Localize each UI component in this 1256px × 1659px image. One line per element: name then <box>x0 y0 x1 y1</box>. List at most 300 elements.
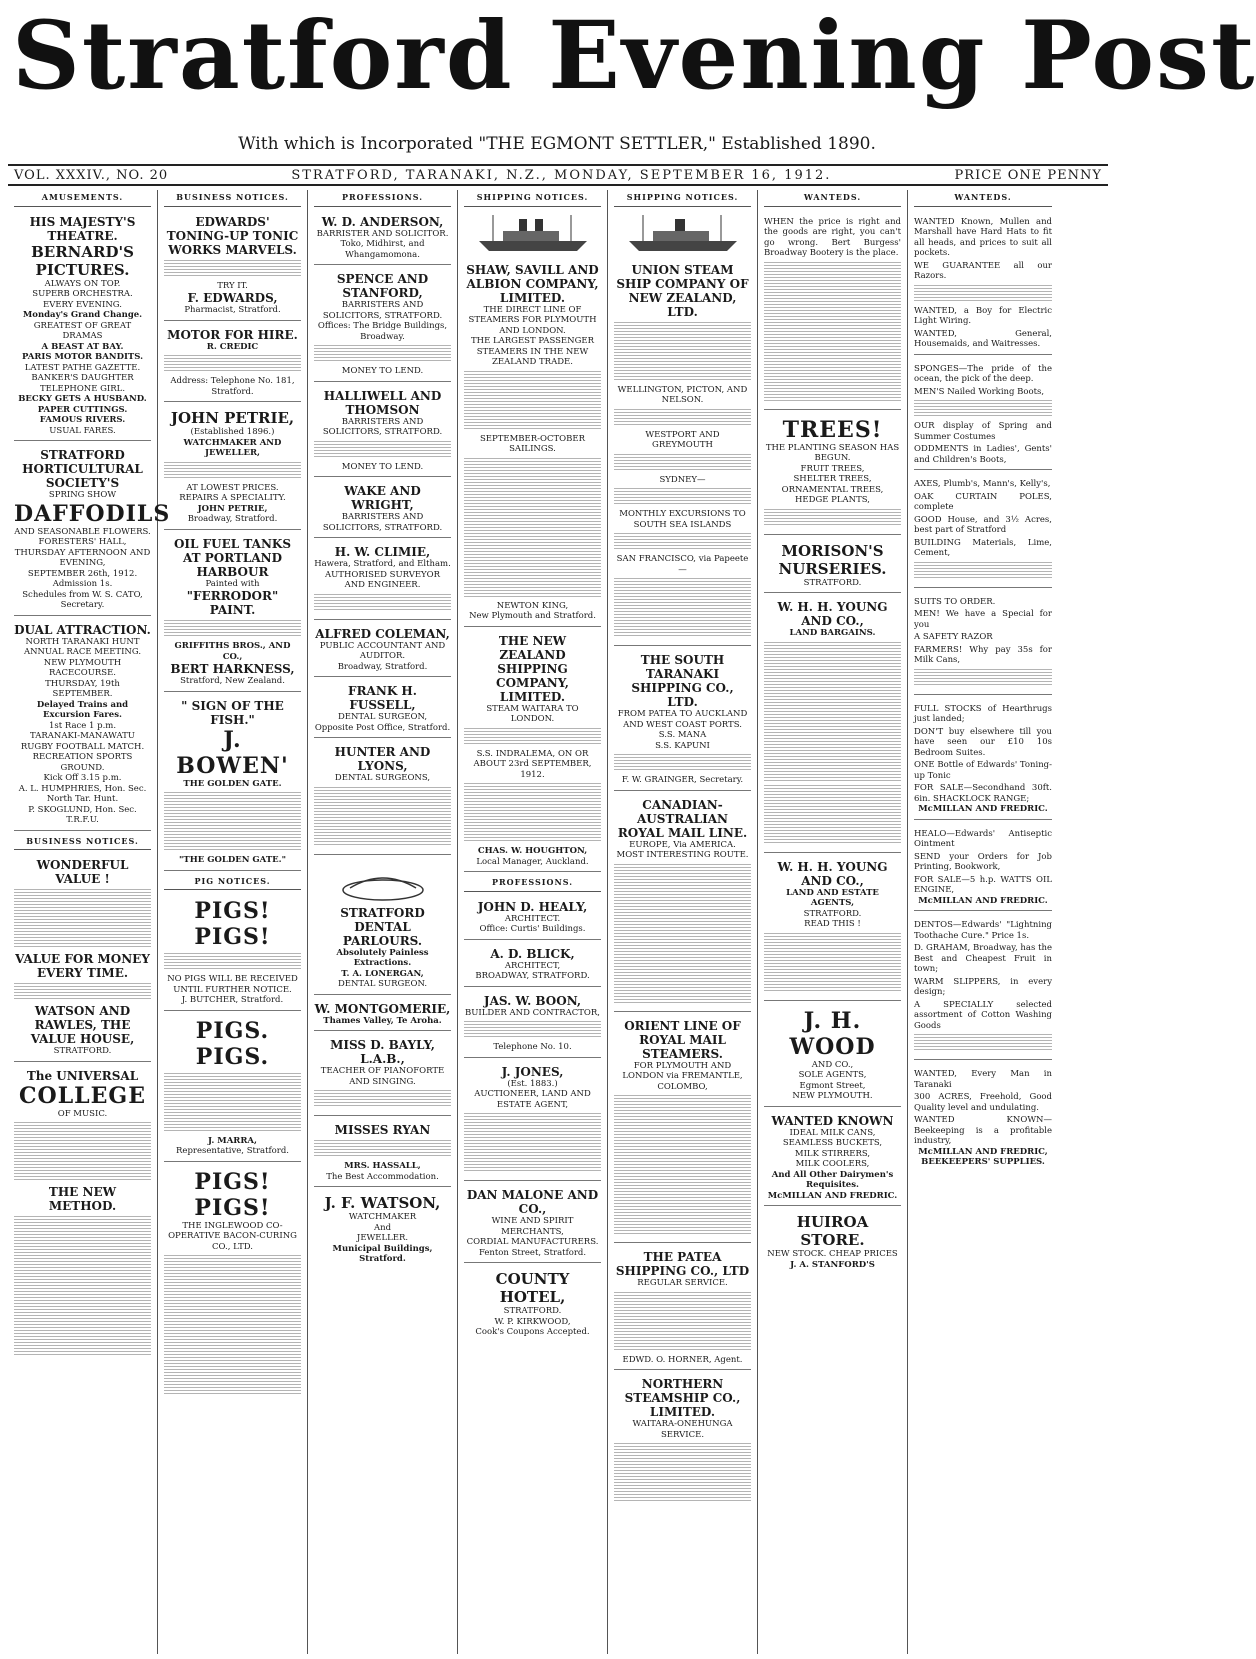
advert-title: STRATFORD DENTAL PARLOURS. <box>340 905 425 948</box>
advert-line: McMILLAN AND FREDRIC. <box>918 895 1048 906</box>
advert-line: AT LOWEST PRICES. <box>186 482 279 493</box>
body-text-block <box>764 262 901 402</box>
advert-body: ODDMENTS in Ladies', Gents' and Children's Boots, <box>914 444 1052 465</box>
body-text-block <box>164 260 301 278</box>
body-text-block <box>464 1021 601 1039</box>
advert-line: EDWD. O. HORNER, Agent. <box>622 1354 743 1365</box>
advert-line: LAND AND ESTATE AGENTS, <box>786 887 879 908</box>
advert-body: DENTOS—Edwards' "Lightning Toothache Cure." Price 1s. <box>914 920 1052 941</box>
advert-line: SHELTER TREES, <box>793 474 872 484</box>
advert-line: 1st Race 1 p.m. <box>48 720 117 731</box>
advert-line: Stratford, New Zealand. <box>180 676 285 686</box>
body-text-block <box>614 488 751 506</box>
advert-title: " SIGN OF THE FISH." <box>181 698 284 727</box>
advert-line: Pharmacist, Stratford. <box>184 305 281 315</box>
advert-body: WARM SLIPPERS, in every design; <box>914 976 1052 997</box>
advert-line: MONEY TO LEND. <box>341 366 424 376</box>
advert-line: SEPTEMBER 26th, 1912. <box>27 568 138 579</box>
advert-line: TARANAKI-MANAWATU RUGBY FOOTBALL MATCH. <box>20 731 145 752</box>
advert-body: BUILDING Materials, Lime, Cement, <box>914 537 1052 558</box>
advert-line: BROADWAY, STRATFORD. <box>475 971 590 981</box>
body-text-block <box>14 1122 151 1182</box>
advert-line: Kick Off 3.15 p.m. <box>43 773 122 783</box>
advert-morison <box>764 538 901 594</box>
advert-anderson <box>314 211 451 266</box>
advert-line: ORNAMENTAL TREES, <box>781 484 884 495</box>
advert-malone <box>464 1184 601 1263</box>
advert-line: JEWELLER. <box>356 1233 409 1243</box>
advert-group-5 <box>914 698 1052 820</box>
advert-northern-steamship <box>614 1373 751 1510</box>
advert-nz-shipping <box>464 630 601 873</box>
advert-boon <box>464 990 601 1058</box>
advert-line: Broadway, Stratford. <box>187 514 278 524</box>
column-header: WANTEDS. <box>914 190 1052 207</box>
advert-ryan-hassall <box>314 1119 451 1187</box>
body-text-block <box>914 285 1052 303</box>
advert-body: HEALO—Edwards' Antiseptic Ointment <box>914 828 1052 849</box>
advert-group-7 <box>914 914 1052 1060</box>
body-text-block <box>164 620 301 638</box>
sailing-schedule-table <box>464 371 601 431</box>
sailing-schedule-table <box>614 1095 751 1235</box>
advert-line: LATEST PATHE GAZETTE. <box>24 362 141 373</box>
advert-group-3 <box>914 473 1052 588</box>
body-text-block <box>464 458 601 598</box>
advert-title: JOHN D. HEALY, <box>477 899 588 914</box>
advert-body: GOOD House, and 3½ Acres, best part of Stratford <box>914 514 1052 535</box>
body-text-block <box>164 355 301 373</box>
price: PRICE ONE PENNY <box>954 167 1102 183</box>
advert-title: W. D. ANDERSON, <box>321 214 444 229</box>
advert-line: TEACHER OF PIANOFORTE AND SINGING. <box>320 1066 445 1087</box>
advert-title: J. JONES, <box>501 1064 564 1079</box>
advert-title: OIL FUEL TANKS AT PORTLAND HARBOUR <box>173 536 292 579</box>
body-text-block <box>614 578 751 638</box>
steamship-icon <box>473 211 593 255</box>
column-6 <box>758 190 908 1654</box>
body-text-block <box>164 953 301 971</box>
advert-line: WINE AND SPIRIT MERCHANTS, <box>491 1216 574 1237</box>
column-1 <box>8 190 171 1654</box>
advert-group-4 <box>914 591 1052 695</box>
dateline <box>8 164 1108 186</box>
advert-body: OUR display of Spring and Summer Costumes <box>914 421 1052 442</box>
advert-body: SUITS TO ORDER. <box>914 596 996 607</box>
advert-pigs-2 <box>164 1014 301 1162</box>
advert-line: THE PLANTING SEASON HAS BEGUN. <box>765 442 900 463</box>
advert-body: FOR SALE—5 h.p. WATTS OIL ENGINE, <box>914 874 1052 895</box>
advert-line: THE LARGEST PASSENGER STEAMERS IN THE NEW ZEALAND TRADE. <box>471 336 594 367</box>
body-text-block <box>914 400 1052 418</box>
advert-body: WANTED, Every Man in Taranaki <box>914 1069 1052 1090</box>
advert-line: SAN FRANCISCO, via Papeete— <box>616 554 749 575</box>
advert-line: NEW STOCK. CHEAP PRICES <box>767 1249 898 1259</box>
body-text-block <box>314 1140 451 1158</box>
advert-title: STRATFORD HORTICULTURAL SOCIETY'S <box>22 448 143 490</box>
advert-line: Egmont Street, <box>799 1080 866 1091</box>
advert-spence <box>314 268 451 382</box>
advert-group-1 <box>914 211 1052 355</box>
advert-line: HEDGE PLANTS, <box>795 495 870 505</box>
body-text-block <box>14 983 151 1001</box>
body-text-block <box>764 642 901 782</box>
advert-title: MISS D. BAYLY, L.A.B., <box>330 1038 435 1066</box>
advert-halliwell <box>314 385 451 478</box>
advert-title: W. MONTGOMERIE, <box>314 1001 451 1016</box>
advert-dental-parlours <box>314 858 451 995</box>
advert-line: BARRISTERS AND SOLICITORS, STRATFORD. <box>322 300 443 321</box>
body-text-block <box>314 787 451 847</box>
advert-line: REGULAR SERVICE. <box>637 1278 728 1288</box>
advert-jones <box>464 1061 601 1182</box>
advert-line: Absolutely Painless Extractions. <box>336 947 429 968</box>
advert-title: HUNTER AND LYONS, <box>334 745 431 773</box>
advert-line: And All Other Dairymen's Requisites. <box>771 1169 894 1190</box>
column-4 <box>458 190 608 1654</box>
advert-line: ARCHITECT, <box>504 960 561 971</box>
body-text-block <box>164 792 301 852</box>
body-text-block <box>314 441 451 459</box>
decorative-emblem-icon <box>338 866 428 902</box>
advert-body: 300 ACRES, Freehold, Good Quality level and undulating. <box>914 1092 1052 1113</box>
advert-line: WATCHMAKER <box>348 1212 417 1222</box>
body-text-block <box>464 1113 601 1173</box>
advert-line: And <box>373 1222 392 1233</box>
advert-shaw-savill <box>464 259 601 627</box>
advert-line: Office: Curtis' Buildings. <box>479 924 586 934</box>
body-text-block <box>614 322 751 382</box>
advert-line: AUTHORISED SURVEYOR AND ENGINEER. <box>324 569 441 590</box>
advert-title: HIS MAJESTY'S THEATRE. <box>29 214 136 243</box>
advert-title: THE NEW ZEALAND SHIPPING COMPANY, LIMITED. <box>496 633 569 704</box>
advert-climie <box>314 541 451 620</box>
advert-headline: TREES! <box>782 416 883 443</box>
body-text-block <box>14 889 151 949</box>
advert-line: BERT HARKNESS, <box>170 662 295 676</box>
body-text-block <box>914 562 1052 580</box>
advert-group-6 <box>914 823 1052 912</box>
section-header: PROFESSIONS. <box>464 875 601 892</box>
advert-body: MEN'S Nailed Working Boots, <box>914 386 1045 397</box>
advert-line: GREATEST OF GREAT DRAMAS <box>33 320 132 341</box>
advert-body: WANTED, a Boy for Electric Light Wiring. <box>914 305 1052 326</box>
advert-line: VALUE FOR MONEY EVERY TIME. <box>15 952 150 980</box>
advert-line: MILK COOLERS, <box>795 1159 870 1169</box>
advert-line: McMILLAN AND FREDRIC. <box>767 1190 898 1201</box>
advert-line: PAPER CUTTINGS. <box>37 404 128 415</box>
advert-line: SPRING SHOW <box>48 490 117 500</box>
column-grid <box>8 190 1108 1654</box>
advert-line: F. W. GRAINGER, Secretary. <box>621 775 744 785</box>
advert-line: WATCHMAKER AND JEWELLER, <box>183 437 282 458</box>
advert-orient-line <box>614 1015 751 1244</box>
advert-title: ORIENT LINE OF ROYAL MAIL STEAMERS. <box>624 1018 741 1061</box>
advert-canadian-australian <box>614 794 751 1012</box>
advert-line: MOST INTERESTING ROUTE. <box>616 850 749 860</box>
advert-ferrodor <box>164 533 301 692</box>
advert-body: FOR SALE—Secondhand 30ft. 6in. SHACKLOCK RANGE; <box>914 783 1052 804</box>
advert-line: IDEAL MILK CANS, <box>789 1127 876 1138</box>
masthead-title: Stratford Evening Post <box>12 1 1256 111</box>
advert-line: WAITARA-ONEHUNGA SERVICE. <box>632 1419 733 1440</box>
advert-line: AND SEASONABLE FLOWERS. <box>14 526 151 537</box>
advert-line: TRY IT. <box>217 280 248 291</box>
advert-line: Cook's Coupons Accepted. <box>475 1327 590 1337</box>
advert-headline: J. BOWEN' <box>176 726 289 779</box>
body-text-block <box>164 462 301 480</box>
advert-line: FAMOUS RIVERS. <box>39 415 126 425</box>
advert-line: Representative, Stratford. <box>176 1146 289 1156</box>
advert-line: THE INGLEWOOD CO-OPERATIVE BACON-CURING CO., LTD. <box>168 1220 297 1252</box>
advert-huiroa <box>764 1209 901 1274</box>
advert-title: JAS. W. BOON, <box>483 993 582 1008</box>
advert-trees <box>764 413 901 535</box>
advert-line: PUBLIC ACCOUNTANT AND AUDITOR. <box>319 640 446 661</box>
advert-body: SEND your Orders for Job Printing, Bookwork, <box>914 851 1052 872</box>
advert-patea-shipping <box>614 1246 751 1370</box>
advert-body: WANTED Known, Mullen and Marshall have Hard Hats to fit all heads, and prices to suit all pockets. <box>914 216 1052 258</box>
column-5 <box>608 190 758 1654</box>
advert-title: JOHN PETRIE, <box>170 409 295 427</box>
advert-line: WESTPORT AND GREYMOUTH <box>645 429 720 450</box>
advert-title: FRANK H. FUSSELL, <box>348 684 417 712</box>
advert-body: WANTED KNOWN—Beekeeping is a profitable industry, <box>914 1115 1052 1146</box>
advert-title: SPENCE AND STANFORD, <box>336 272 429 300</box>
advert-wood <box>764 1004 901 1107</box>
advert-headline: PIGS! PIGS! <box>194 898 271 950</box>
advert-wanted-bootery <box>764 211 901 410</box>
advert-title: EDWARDS' TONING-UP TONIC WORKS MARVELS. <box>166 214 299 257</box>
advert-line: ARCHITECT. <box>504 913 561 924</box>
advert-petrie <box>164 405 301 530</box>
advert-bayly <box>314 1034 451 1116</box>
advert-line: A. L. HUMPHRIES, Hon. Sec. North Tar. Hunt. <box>18 783 147 804</box>
advert-line: S.S. INDRALEMA, ON OR ABOUT 23rd SEPTEMBER, 1912. <box>473 748 592 780</box>
column-3 <box>308 190 458 1654</box>
advert-young-bargains <box>764 596 901 853</box>
advert-fussell <box>314 680 451 738</box>
advert-title: WANTED KNOWN <box>771 1113 894 1128</box>
volume-number: VOL. XXXIV., NO. 20 <box>14 167 169 183</box>
advert-line: BECKY GETS A HUSBAND. <box>18 394 147 404</box>
advert-body: D. GRAHAM, Broadway, has the Best and Cheapest Fruit in town; <box>914 943 1052 974</box>
advert-title: HALLIWELL AND THOMSON <box>323 388 442 417</box>
advert-line: Address: Telephone No. 181, Stratford. <box>170 376 295 397</box>
advert-line: MONTHLY EXCURSIONS TO SOUTH SEA ISLANDS <box>619 509 746 530</box>
body-text-block <box>164 1255 301 1395</box>
advert-title: SHAW, SAVILL AND ALBION COMPANY, LIMITED. <box>466 262 599 305</box>
column-2 <box>158 190 308 1654</box>
advert-body: FULL STOCKS of Hearthrugs just landed; <box>914 703 1052 724</box>
column-header: SHIPPING NOTICES. <box>614 190 751 207</box>
advert-line: Broadway, Stratford. <box>337 661 428 672</box>
advert-line: LAND BARGAINS. <box>789 628 876 638</box>
advert-line: Fenton Street, Stratford. <box>478 1247 587 1258</box>
advert-line: Delayed Trains and Excursion Fares. <box>36 699 129 720</box>
advert-line: BANKER'S DAUGHTER <box>31 373 134 383</box>
advert-line: EUROPE, Via AMERICA. <box>629 839 736 850</box>
advert-hunter-lyons <box>314 741 451 855</box>
column-7 <box>908 190 1058 1654</box>
advert-group-8 <box>914 1063 1052 1172</box>
advert-line: STEAM WAITARA TO LONDON. <box>486 703 579 724</box>
advert-line: DENTAL SURGEON, <box>337 712 428 722</box>
advert-body: AXES, Plumb's, Mann's, Kelly's, <box>914 479 1051 489</box>
advert-title: W. H. H. YOUNG AND CO., <box>777 859 888 888</box>
advert-line: STRATFORD. <box>803 908 862 919</box>
advert-line: The Best Accommodation. <box>326 1171 439 1182</box>
advert-title: CANADIAN-AUSTRALIAN ROYAL MAIL LINE. <box>617 797 748 840</box>
advert-title: THE PATEA SHIPPING CO., LTD <box>615 1250 750 1278</box>
advert-body: ONE Bottle of Edwards' Toning-up Tonic <box>914 760 1052 781</box>
advert-title: H. W. CLIMIE, <box>334 545 431 559</box>
advert-line: Offices: The Bridge Buildings, Broadway. <box>317 321 448 342</box>
advert-line: BUILDER AND CONTRACTOR, <box>465 1007 600 1018</box>
advert-body: A SAFETY RAZOR <box>914 632 993 642</box>
advert-body: A SPECIALLY selected assortment of Cotton Washing Goods <box>914 999 1052 1031</box>
advert-line: Monday's Grand Change. <box>22 310 143 320</box>
column-header: PROFESSIONS. <box>314 190 451 207</box>
advert-line: Thames Valley, Te Aroha. <box>323 1015 442 1026</box>
advert-line: ALWAYS ON TOP. <box>44 278 121 289</box>
advert-line: R. CREDIC <box>206 341 259 352</box>
advert-group-2 <box>914 358 1052 471</box>
advert-motor-hire <box>164 324 301 403</box>
advert-line: WATSON AND RAWLES, THE VALUE HOUSE, <box>30 1004 135 1046</box>
advert-line: SOLE AGENTS, <box>798 1070 867 1080</box>
advert-headline: DAFFODILS <box>14 500 171 527</box>
advert-wanted-known <box>764 1110 901 1207</box>
advert-line: MILK STIRRERS, <box>794 1148 871 1159</box>
advert-line: MRS. HASSALL, <box>344 1161 421 1171</box>
advert-line: FRUIT TREES, <box>800 463 865 474</box>
advert-line: AUCTIONEER, LAND AND ESTATE AGENT, <box>474 1089 591 1110</box>
advert-title: NORTHERN STEAMSHIP CO., LIMITED. <box>624 1377 741 1419</box>
advert-line: S.S. MANA <box>658 730 707 740</box>
advert-line: P. SKOGLUND, Hon. Sec. T.R.F.U. <box>28 804 137 825</box>
advert-body: DON'T buy elsewhere till you have seen our £10 10s Bedroom Suites. <box>914 726 1052 758</box>
body-text-block <box>614 754 751 772</box>
column-header: AMUSEMENTS. <box>14 190 151 207</box>
advert-line: AND CO., <box>811 1059 854 1070</box>
section-header: BUSINESS NOTICES. <box>14 834 151 851</box>
column-header: SHIPPING NOTICES. <box>464 190 601 207</box>
advert-line: OF MUSIC. <box>57 1108 108 1119</box>
advert-line: NEWTON KING, <box>496 600 569 611</box>
masthead-subtitle: With which is Incorporated "THE EGMONT SETTLER," Established 1890. <box>238 134 876 154</box>
body-text-block <box>614 533 751 551</box>
body-text-block <box>764 509 901 527</box>
advert-line: J. A. STANFORD'S <box>790 1259 875 1270</box>
advert-title: HUIROA STORE. <box>796 1213 869 1249</box>
advert-title: MISSES RYAN <box>334 1123 431 1137</box>
advert-title: WONDERFUL VALUE ! <box>36 858 129 886</box>
advert-line: GRIFFITHS BROS., AND CO., <box>174 641 291 662</box>
advert-headline: J. H. WOOD <box>789 1007 876 1060</box>
body-text-block <box>614 1292 751 1352</box>
advert-pigs-1 <box>164 894 301 1011</box>
advert-line: WELLINGTON, PICTON, AND NELSON. <box>617 384 748 405</box>
advert-body: SPONGES—The pride of the ocean, the pick of the deep. <box>914 363 1052 384</box>
advert-line: MONEY TO LEND. <box>341 461 424 472</box>
advert-line: T. A. LONERGAN, <box>341 968 424 979</box>
advert-body: WHEN the price is right and the goods are right, you can't go wrong. Bert Burgess' Broadway Bootery is the place. <box>764 216 901 258</box>
advert-line: READ THIS ! <box>804 919 861 929</box>
advert-line: (Est. 1883.) <box>507 1078 558 1089</box>
body-text-block <box>164 1073 301 1133</box>
advert-spring-show <box>14 444 171 616</box>
advert-line: DENTAL SURGEONS, <box>334 773 431 783</box>
advert-headline: COLLEGE <box>19 1082 146 1109</box>
advert-line: Admission 1s. <box>52 579 113 589</box>
advert-line: (Established 1896.) <box>190 427 275 437</box>
advert-line: Opposite Post Office, Stratford. <box>314 722 451 733</box>
advert-title: THE SOUTH TARANAKI SHIPPING CO., LTD. <box>631 653 734 709</box>
advert-line: SUPERB ORCHESTRA. <box>32 289 133 299</box>
advert-line: THE NEW METHOD. <box>48 1185 117 1213</box>
advert-pigs-3 <box>164 1165 301 1403</box>
advert-title: A. D. BLICK, <box>490 946 575 961</box>
column-header: WANTEDS. <box>764 190 901 207</box>
advert-title: UNION STEAM SHIP COMPANY OF NEW ZEALAND, LTD. <box>616 262 749 319</box>
advert-line: PARIS MOTOR BANDITS. <box>21 352 144 362</box>
advert-line: FOR PLYMOUTH AND LONDON via FREMANTLE, COLOMBO, <box>622 1060 743 1092</box>
advert-line: BARRISTERS AND SOLICITORS, STRATFORD. <box>322 512 443 533</box>
advert-line: USUAL FARES. <box>49 425 116 436</box>
body-text-block <box>914 669 1052 687</box>
advert-title: J. F. WATSON, <box>324 1194 441 1212</box>
advert-line: Telephone No. 10. <box>493 1042 572 1052</box>
advert-line: J. MARRA, <box>208 1135 257 1146</box>
advert-line: Toko, Midhirst, and Whangamomona. <box>340 239 425 260</box>
body-text-block <box>314 345 451 363</box>
body-text-block <box>764 933 901 993</box>
advert-line: J. BUTCHER, Stratford. <box>181 995 284 1005</box>
body-text-block <box>614 454 751 472</box>
body-text-block <box>314 1090 451 1108</box>
advert-college <box>14 1065 151 1364</box>
advert-line: A BEAST AT BAY. <box>41 341 124 352</box>
advert-body: WANTED, General, Housemaids, and Waitresses. <box>914 328 1052 349</box>
advert-line: FROM PATEA TO AUCKLAND AND WEST COAST PORTS. <box>617 709 748 730</box>
advert-south-taranaki <box>614 649 751 791</box>
advert-line: STRATFORD. <box>503 1306 562 1316</box>
advert-line: Local Manager, Auckland. <box>476 856 589 867</box>
advert-line: NEW PLYMOUTH RACECOURSE. <box>43 657 122 678</box>
advert-line: STRATFORD. <box>53 1046 112 1056</box>
advert-line: "THE GOLDEN GATE." <box>178 855 287 865</box>
advert-coleman <box>314 623 451 678</box>
advert-line: "FERRODOR" PAINT. <box>186 589 279 617</box>
advert-line: F. EDWARDS, <box>187 291 278 305</box>
advert-title: WAKE AND WRIGHT, <box>344 484 421 512</box>
advert-line: FORESTERS' HALL, <box>38 537 127 547</box>
advert-line: DENTAL SURGEON. <box>337 979 428 989</box>
advert-bowen <box>164 695 301 871</box>
advert-title: The UNIVERSAL <box>26 1068 139 1083</box>
advert-wake <box>314 480 451 538</box>
advert-line: McMILLAN AND FREDRIC. <box>918 804 1048 814</box>
advert-headline: PIGS! PIGS! <box>194 1168 271 1221</box>
advert-line: THURSDAY AFTERNOON AND EVENING, <box>14 547 151 568</box>
advert-body: MEN! We have a Special for you <box>914 609 1052 630</box>
advert-line: THE GOLDEN GATE. <box>183 778 282 789</box>
advert-body: OAK CURTAIN POLES, complete <box>914 491 1052 512</box>
advert-line: STRATFORD. <box>803 577 862 588</box>
advert-line: W. P. KIRKWOOD, <box>494 1316 571 1327</box>
advert-line: New Plymouth and Stratford. <box>469 611 596 621</box>
